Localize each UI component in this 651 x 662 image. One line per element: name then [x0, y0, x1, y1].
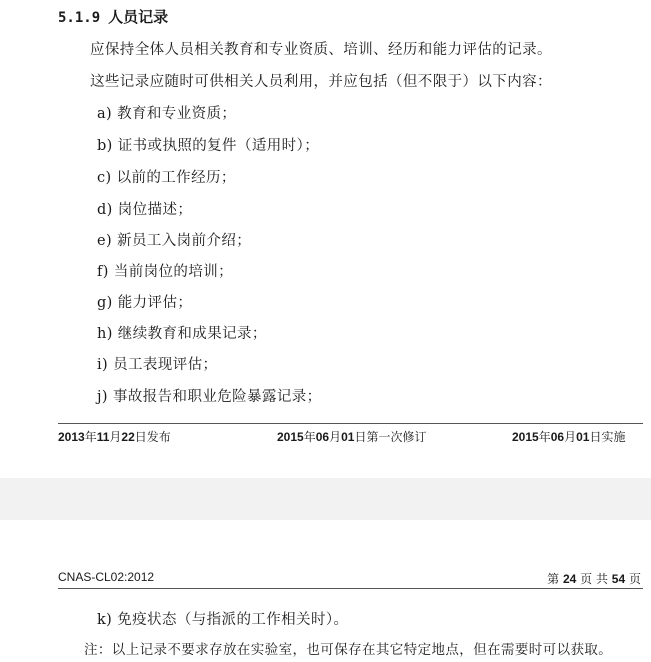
footer-effective-date: 2015年06月01日实施: [512, 430, 626, 444]
section-title: 人员记录: [108, 8, 169, 26]
list-item: e) 新员工入岗前介绍；: [97, 233, 252, 249]
list-item: j) 事故报告和职业危险暴露记录；: [97, 389, 322, 405]
footer-rule: [58, 423, 643, 424]
paragraph-1: 应保持全体人员相关教育和专业资质、培训、经历和能力评估的记录。: [90, 42, 552, 58]
page-number: 第 24 页 共 54 页: [547, 572, 641, 586]
paragraph-2: 这些记录应随时可供相关人员利用，并应包括（但不限于）以下内容：: [90, 74, 552, 90]
note-text: 注：以上记录不要求存放在实验室，也可保存在其它特定地点，但在需要时可以获取。: [84, 642, 613, 658]
header-rule: [58, 588, 643, 589]
list-item-continued: k) 免疫状态（与指派的工作相关时）。: [97, 612, 349, 628]
footer-revised-date: 2015年06月01日第一次修订: [277, 430, 427, 444]
list-item: d) 岗位描述；: [97, 202, 193, 218]
document-code: CNAS-CL02:2012: [58, 570, 155, 584]
footer-published-date: 2013年11月22日发布: [58, 430, 171, 444]
list-item: a) 教育和专业资质；: [97, 106, 237, 122]
section-heading: [58, 6, 168, 27]
section-number: 5.1.9: [58, 10, 101, 26]
list-item: b) 证书或执照的复件（适用时）；: [97, 138, 320, 154]
list-item: h) 继续教育和成果记录；: [97, 326, 267, 342]
list-item: c) 以前的工作经历；: [97, 170, 236, 186]
list-item: g) 能力评估；: [97, 295, 193, 311]
page-separator: [0, 478, 651, 520]
list-item: i) 员工表现评估；: [97, 357, 218, 373]
list-item: f) 当前岗位的培训；: [97, 264, 234, 280]
